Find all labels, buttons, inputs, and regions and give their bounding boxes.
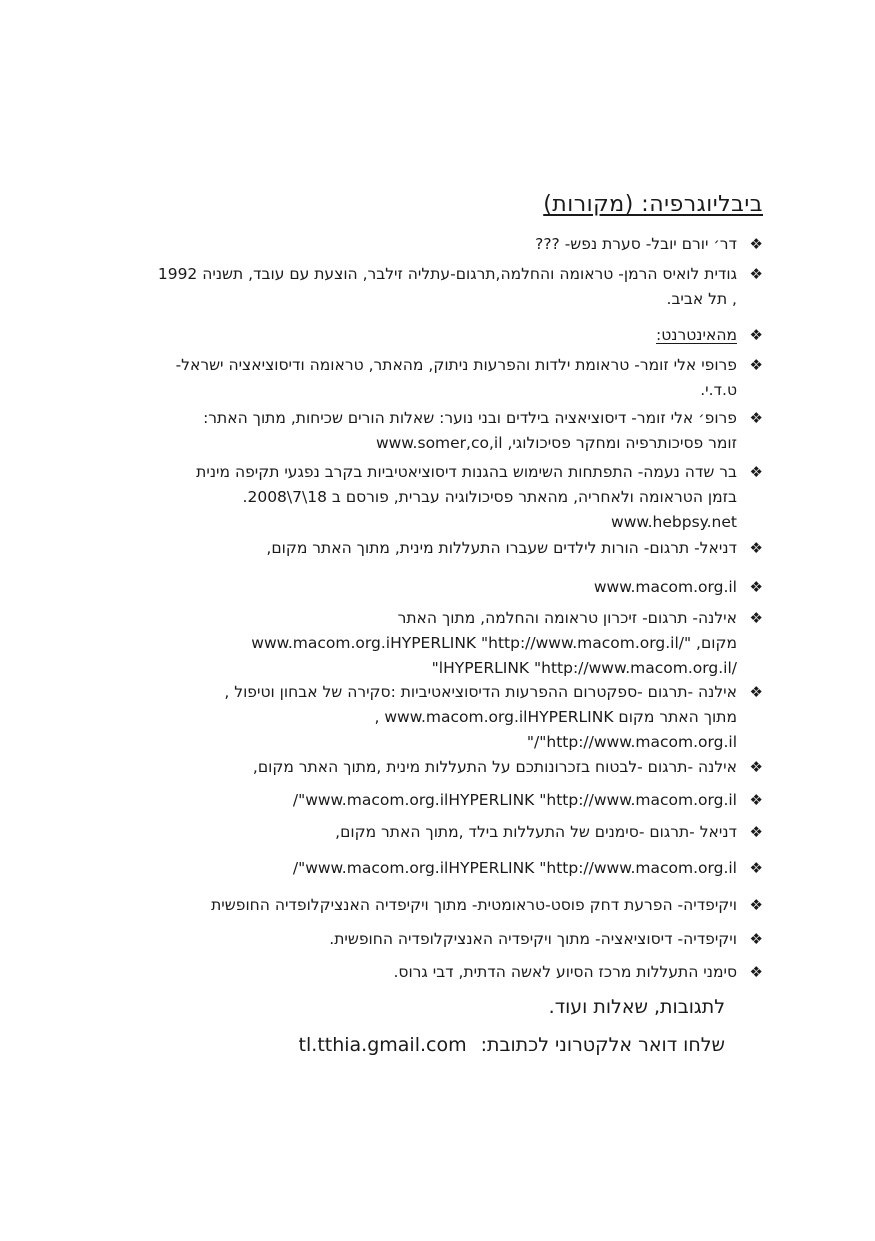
entry-line: בר שדה נעמה- התפתחות השימוש בהגנות דיסוציאטיביות בקרב נפגעי תקיפה מינית (196, 463, 737, 481)
entry-line: פרופ׳ אלי זומר- דיסוציאציה בילדים ובני נוער: שאלות הורים שכיחות, מתוך האתר: (203, 409, 737, 427)
bullet-icon: ❖ (749, 963, 763, 981)
bibliography-entry (147, 575, 763, 600)
entry-line: www.macom.org.il (593, 578, 737, 596)
entry-line: בזמן הטראומה ולאחריה, מהאתר פסיכולוגיה עברית, פורסם ב 18\7\2008. (242, 488, 737, 506)
bullet-icon: ❖ (749, 791, 763, 809)
bullet-icon: ❖ (749, 539, 763, 557)
bibliography-entry (147, 680, 763, 755)
bullet-icon: ❖ (749, 609, 763, 627)
bullet-icon: ❖ (749, 235, 763, 253)
entry-line: פרופי אלי זומר- טראומת ילדות והפרעות ניתוק, מהאתר, טראומה ודיסוציאציה ישראל- (175, 356, 737, 374)
bibliography-entry (147, 927, 763, 952)
entry-line: אילנה- תרגום- זיכרון טראומה והחלמה, מתוך האתר (397, 609, 737, 627)
email-address: tl.tthia.gmail.com (298, 1034, 467, 1056)
bibliography-entry (147, 606, 763, 681)
entry-line: ויקיפדיה- הפרעת דחק פוסט-טראומטית- מתוך ויקיפדיה האנציקלופדיה החופשית (211, 896, 737, 914)
bullet-icon: ❖ (749, 326, 763, 344)
bibliography-entry (147, 262, 763, 312)
bibliography-entry (147, 893, 763, 918)
bibliography-entry (147, 856, 763, 881)
bullet-icon: ❖ (749, 758, 763, 776)
bullet-icon: ❖ (749, 578, 763, 596)
bibliography-entry (147, 232, 763, 257)
bullet-icon: ❖ (749, 859, 763, 877)
bullet-icon: ❖ (749, 463, 763, 481)
bullet-icon: ❖ (749, 409, 763, 427)
bullet-icon: ❖ (749, 823, 763, 841)
entry-line: ט.ד.י. (700, 381, 737, 399)
entry-line: /lHYPERLINK "http://www.macom.org.il" (431, 659, 737, 677)
bibliography-entry (147, 755, 763, 780)
bullet-icon: ❖ (749, 896, 763, 914)
entry-line: www.macom.org.ilHYPERLINK "http://www.macom.org.il"/ (292, 859, 737, 877)
entry-line: מתוך האתר מקום www.macom.org.ilHYPERLINK , (374, 708, 737, 726)
entry-line: אילנה -תרגום -ספקטרום ההפרעות הדיסוציאטיביות :סקירה של אבחון וטיפול , (224, 683, 737, 701)
bibliography-title: ביבליוגרפיה: (מקורות) (543, 192, 763, 217)
bibliography-entry (147, 820, 763, 845)
entry-line: זומר פסיכותרפיה ומחקר פסיכולוגי, www.somer,co,il (375, 434, 737, 452)
entry-line: http://www.macom.org.il"/" (526, 733, 737, 751)
entry-line: דניאל- תרגום- הורות לילדים שעברו התעללות מינית, מתוך האתר מקום, (266, 539, 737, 557)
bibliography-entry (147, 536, 763, 561)
entry-line: , תל אביב. (666, 290, 737, 308)
entry-line: גודית לואיס הרמן- טראומה והחלמה,תרגום-עתליה זילבר, הוצעת עם עובד, תשניה 1992 (157, 265, 737, 283)
entry-line: www.macom.org.ilHYPERLINK "http://www.macom.org.il"/ (292, 791, 737, 809)
entry-line: www.hebpsy.net (611, 513, 737, 531)
entry-line: ויקיפדיה- דיסוציאציה- מתוך ויקיפדיה האנציקלופדיה החופשית. (329, 930, 737, 948)
entry-line: מהאינטרנט: (656, 326, 737, 344)
entry-line: דר׳ יורם יובל- סערת נפש- ??? (535, 235, 737, 253)
bibliography-entry (147, 323, 763, 348)
bullet-icon: ❖ (749, 265, 763, 283)
feedback-line: לתגובות, שאלות ועוד. (548, 996, 725, 1018)
entry-line: דניאל -תרגום -סימנים של התעללות בילד ,מתוך האתר מקום, (335, 823, 737, 841)
email-label: שלחו דואר אלקטרוני לכתובת: (480, 1034, 725, 1056)
bullet-icon: ❖ (749, 683, 763, 701)
bullet-icon: ❖ (749, 930, 763, 948)
bibliography-entry (147, 406, 763, 456)
bibliography-entry (147, 353, 763, 403)
bibliography-entry (147, 788, 763, 813)
bullet-icon: ❖ (749, 356, 763, 374)
bibliography-entry (147, 460, 763, 535)
email-line (299, 1034, 725, 1056)
entry-line: מקום, "/www.macom.org.iHYPERLINK "http://www.macom.org.il (251, 634, 737, 652)
entry-line: סימני התעללות מרכז הסיוע לאשה הדתית, דבי גרוס. (393, 963, 737, 981)
bibliography-entry (147, 960, 763, 985)
entry-line: אילנה -תרגום -לבטוח בזכרונותכם על התעללות מינית ,מתוך האתר מקום, (252, 758, 737, 776)
